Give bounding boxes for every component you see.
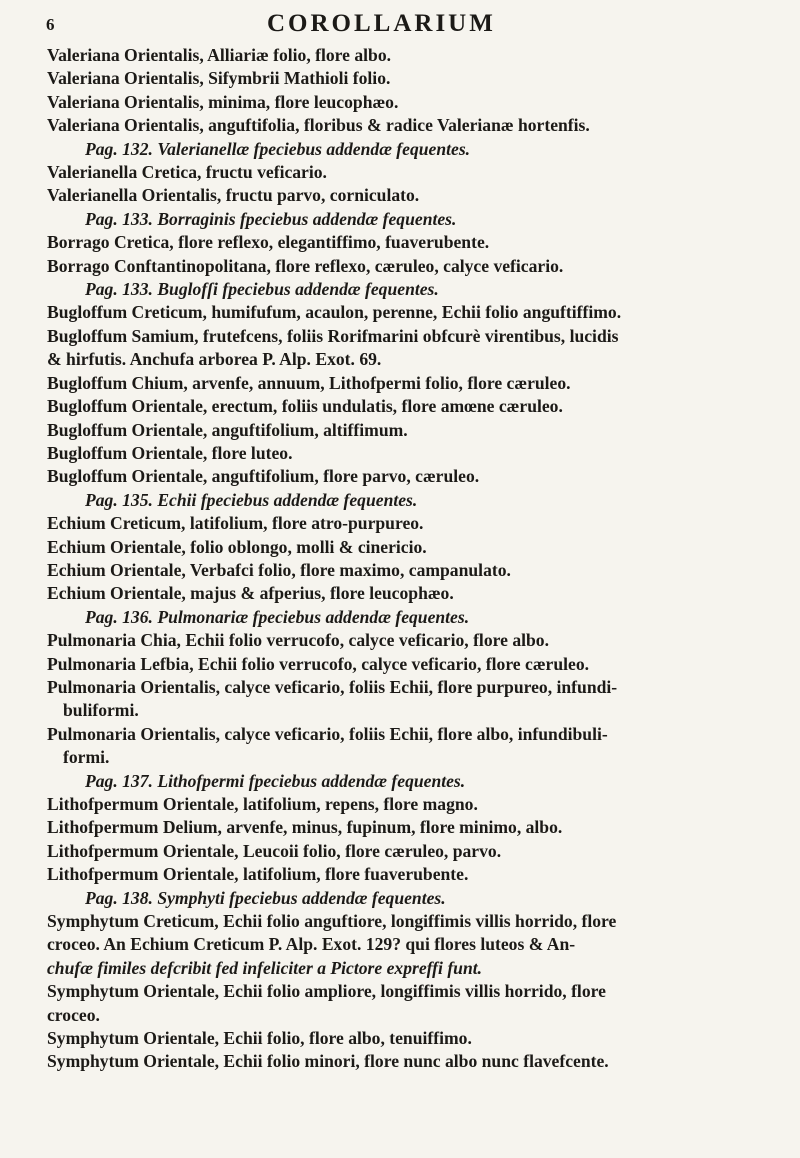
text-line: Symphytum Orientale, Echii folio minori, flore nunc albo nunc flavefcente.: [47, 1051, 609, 1072]
text-line: Valeriana Orientalis, anguftifolia, floribus & radice Valerianæ hortenfis.: [47, 115, 590, 136]
text-line: Valerianella Cretica, fructu veficario.: [47, 162, 327, 183]
section-heading: Pag. 135. Echii fpeciebus addendæ fequentes.: [85, 489, 418, 510]
page-number: 6: [46, 15, 55, 34]
text-line: croceo. An Echium Creticum P. Alp. Exot. 129? qui flores luteos & An-: [47, 934, 576, 955]
text-line: & hirfutis. Anchufa arborea P. Alp. Exot. 69.: [47, 349, 382, 370]
text-line: chufæ fimiles defcribit fed infeliciter a Pictore expreffi funt.: [47, 957, 483, 978]
text-line: Bugloffum Chium, arvenfe, annuum, Lithofpermi folio, flore cæruleo.: [47, 372, 571, 393]
text-line: Echium Orientale, majus & afperius, flore leucophæo.: [47, 583, 454, 604]
text-body: [47, 44, 770, 1074]
text-line: Valeriana Orientalis, Alliariæ folio, flore albo.: [47, 45, 392, 65]
text-line: Pulmonaria Orientalis, calyce veficario, foliis Echii, flore purpureo, infundi-: [47, 676, 618, 697]
text-line: Lithofpermum Orientale, Leucoii folio, flore cæruleo, parvo.: [47, 840, 502, 861]
text-line: Bugloffum Creticum, humifufum, acaulon, perenne, Echii folio anguftiffimo.: [47, 302, 622, 323]
text-line: Bugloffum Orientale, flore luteo.: [47, 442, 293, 463]
section-heading: Pag. 136. Pulmonariæ fpeciebus addendæ fequentes.: [85, 606, 470, 627]
text-line: Valeriana Orientalis, minima, flore leucophæo.: [47, 91, 399, 112]
text-line: Lithofpermum Orientale, latifolium, repens, flore magno.: [47, 794, 478, 814]
section-heading: Pag. 138. Symphyti fpeciebus addendæ fequentes.: [85, 887, 446, 908]
text-line: formi.: [63, 747, 110, 768]
text-line: Symphytum Orientale, Echii folio, flore albo, tenuiffimo.: [47, 1028, 472, 1049]
section-heading: Pag. 133. Borraginis fpeciebus addendæ fequentes.: [85, 208, 457, 229]
text-line: Bugloffum Orientale, anguftifolium, altiffimum.: [47, 419, 408, 440]
text-line: Echium Creticum, latifolium, flore atro-purpureo.: [47, 513, 424, 534]
section-heading: Pag. 137. Lithofpermi fpeciebus addendæ fequentes.: [85, 770, 466, 791]
running-title: COROLLARIUM: [267, 10, 496, 37]
page-header: [47, 10, 770, 44]
text-line: Lithofpermum Delium, arvenfe, minus, fupinum, flore minimo, albo.: [47, 817, 563, 838]
section-heading: Pag. 132. Valerianellæ fpeciebus addendæ fequentes.: [85, 138, 471, 159]
text-line: Echium Orientale, folio oblongo, molli & cinericio.: [47, 536, 427, 557]
text-line: buliformi.: [63, 700, 139, 721]
text-line: Valeriana Orientalis, Sifymbrii Mathioli folio.: [47, 68, 391, 89]
text-line: Borrago Conftantinopolitana, flore reflexo, cæruleo, calyce veficario.: [47, 255, 564, 276]
text-line: Bugloffum Orientale, erectum, foliis undulatis, flore amœne cæruleo.: [47, 396, 563, 417]
section-heading: Pag. 133. Buglofſi fpeciebus addendæ fequentes.: [85, 279, 439, 300]
text-line: Pulmonaria Lefbia, Echii folio verrucofo, calyce veficario, flore cæruleo.: [47, 653, 590, 674]
text-line: Symphytum Orientale, Echii folio ampliore, longiffimis villis horrido, flore: [47, 981, 606, 1002]
text-line: Borrago Cretica, flore reflexo, elegantiffimo, fuaverubente.: [47, 232, 490, 253]
text-line: Lithofpermum Orientale, latifolium, flore fuaverubente.: [47, 864, 469, 885]
text-line: croceo.: [47, 1004, 100, 1025]
text-line: Pulmonaria Orientalis, calyce veficario, foliis Echii, flore albo, infundibuli-: [47, 723, 608, 744]
text-line: Bugloffum Samium, frutefcens, foliis Rorifmarini obfcurè virentibus, lucidis: [47, 325, 619, 346]
text-line: Symphytum Creticum, Echii folio anguftiore, longiffimis villis horrido, flore: [47, 911, 617, 932]
text-line: Echium Orientale, Verbafci folio, flore maximo, campanulato.: [47, 559, 511, 580]
text-line: Valerianella Orientalis, fructu parvo, corniculato.: [47, 185, 420, 206]
text-line: Pulmonaria Chia, Echii folio verrucofo, calyce veficario, flore albo.: [47, 630, 549, 651]
text-line: Bugloffum Orientale, anguftifolium, flore parvo, cæruleo.: [47, 466, 480, 487]
